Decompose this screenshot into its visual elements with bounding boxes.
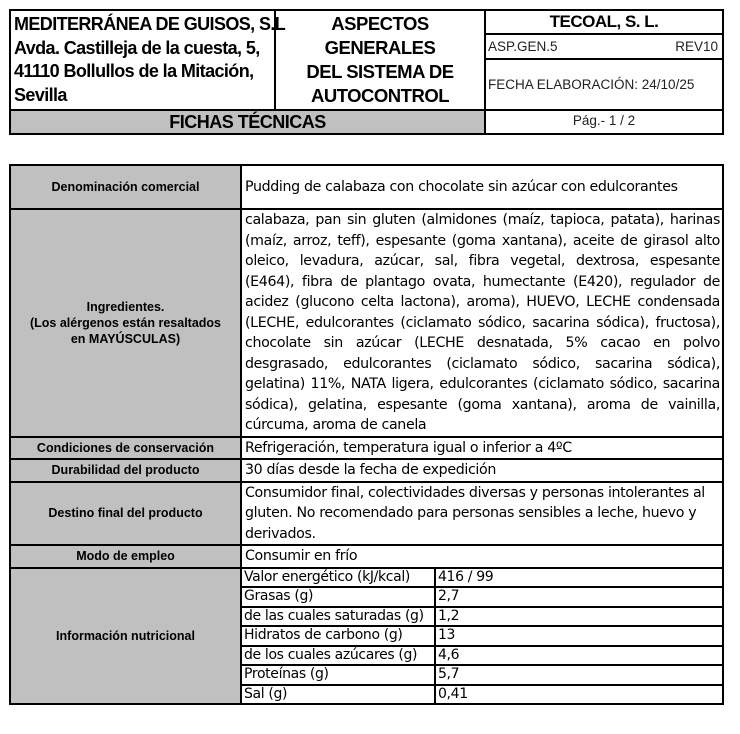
row-durabilidad [10,459,723,482]
nutrition-row [242,569,722,588]
nutrition-row [242,587,722,607]
nutrient-value: 2,7 [435,587,722,607]
nutrition-row [242,665,722,685]
value-nutricional [241,568,723,705]
elaboration-date: FECHA ELABORACIÓN: 24/10/25 [488,77,695,92]
doc-code-row [486,35,722,60]
nutrient-value: 5,7 [435,665,722,685]
label-durabilidad: Durabilidad del producto [10,459,241,482]
provider-name: TECOAL, S. L. [486,11,722,35]
nutrient-value: 0,41 [438,685,468,702]
label-destino: Destino final del producto [10,482,241,546]
label-nutricional: Información nutricional [10,568,241,705]
company-info [11,11,286,109]
value-ingredientes: calabaza, pan sin gluten (almidones (maíz, tapioca, patata), harinas (maíz, arroz, teff), espesante (goma xantana), aceite de girasol alto oleico, levadura, azúcar, sal, fibra vegetal, dextrosa, espesante (E464), fibra de plantago ovata, humectante (E420), regulador de acidez (glucono celta lactona), aroma), HUEVO, LECHE condensada (LECHE, edulcorantes (ciclamato sódico, sacarina sódica), fructosa), chocolate sin azúcar (LECHE desnatada, 5% cacao en polvo desgrasado, edulcorantes (ciclamato sódico, sacarina sódica), gelatina) 11%, NATA ligera, edulcorantes (ciclamato sódico, sacarina sódica), gelatina, espesante (goma xantana), aroma de vainilla, cúrcuma, aroma de canela [241,209,723,437]
company-name: MEDITERRÁNEA DE GUISOS, S.L [14,14,286,34]
label-modo-empleo: Modo de empleo [10,545,241,568]
nutrition-row [242,646,722,666]
nutrition-row [242,685,722,704]
row-denominacion [10,165,723,209]
nutrient-value: 4,6 [435,646,722,666]
value-modo-empleo: Consumir en frío [241,545,723,568]
technical-sheet-table [9,164,724,705]
label-ingredientes-line: (Los alérgenos están resaltados [29,315,222,330]
nutrient-name: Grasas (g) [242,587,435,607]
label-ingredientes [10,209,241,437]
nutrient-name: de las cuales saturadas (g) [242,607,435,627]
label-denominacion: Denominación comercial [10,165,241,209]
row-destino [10,482,723,546]
nutrient-name: Hidratos de carbono (g) [242,626,435,646]
value-conservacion: Refrigeración, temperatura igual o inferior a 4ºC [241,437,723,460]
document-title-line: AUTOCONTROL [310,85,450,106]
page-number: Pág.- 1 / 2 [572,113,636,128]
nutrient-value: 13 [435,626,722,646]
company-address-line: 41110 Bollullos de la Mitación, [14,61,254,81]
header-bottom-row [11,109,722,133]
doc-code: ASP.GEN.5 [488,39,558,54]
document-meta [486,11,722,109]
label-conservacion: Condiciones de conservación [10,437,241,460]
nutrition-table [242,569,722,704]
document-header [9,9,724,135]
row-conservacion [10,437,723,460]
section-title: FICHAS TÉCNICAS [11,111,486,133]
row-ingredientes [10,209,723,437]
nutrient-name: Sal (g) [242,685,435,704]
value-durabilidad: 30 días desde la fecha de expedición [241,459,723,482]
nutrient-value: 1,2 [435,607,722,627]
revision: REV10 [675,39,718,54]
nutrient-value: 416 / 99 [435,569,722,588]
nutrient-name: Valor energético (kJ/kcal) [242,569,435,588]
value-denominacion: Pudding de calabaza con chocolate sin azúcar con edulcorantes [241,165,723,209]
row-nutricional [10,568,723,705]
document-title-line: DEL SISTEMA DE [306,61,454,82]
company-address-line: Avda. Castilleja de la cuesta, 5, [14,37,260,58]
row-modo-empleo [10,545,723,568]
nutrition-row [242,607,722,627]
document-title [276,11,486,109]
company-address-line: Sevilla [14,84,67,105]
value-destino: Consumidor final, colectividades diversas y personas intolerantes al gluten. No recomendado para personas sensibles a leche, huevo y derivados. [241,482,723,546]
nutrient-name: de los cuales azúcares (g) [242,646,435,666]
nutrition-row [242,626,722,646]
nutrient-name: Proteínas (g) [242,665,435,685]
label-ingredientes-line: en MAYÚSCULAS) [70,331,181,346]
document-title-line: ASPECTOS GENERALES [324,13,436,58]
label-ingredientes-line: Ingredientes. [86,299,165,314]
